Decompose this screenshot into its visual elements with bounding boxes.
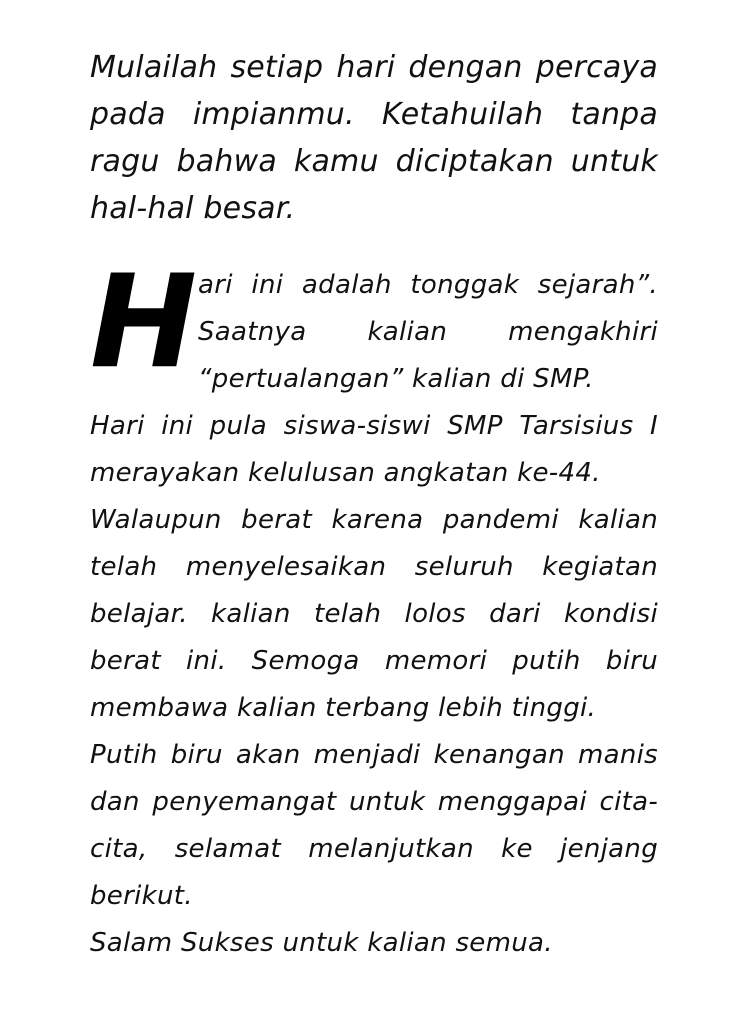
drop-cap-letter: H xyxy=(90,248,198,397)
page-content xyxy=(90,44,658,967)
letter-paragraph-graduation: Hari ini pula siswa-siswi SMP Tarsisius I merayakan kelulusan angkatan ke-44. xyxy=(90,411,658,488)
intro-text: ari ini adalah tonggak sejarah”. Saatnya kalian mengakhiri “pertualangan” kalian di SMP. xyxy=(198,270,658,394)
opening-quote: Mulailah setiap hari dengan percaya pada impianmu. Ketahuilah tanpa ragu bahwa kamu diciptakan untuk hal-hal besar. xyxy=(90,50,658,226)
letter-paragraph-pandemic: Walaupun berat karena pandemi kalian telah menyelesaikan seluruh kegiatan belajar. kalian telah lolos dari kondisi berat ini. Semoga memori putih biru membawa kalian terbang lebih tinggi. xyxy=(90,505,658,723)
letter-paragraph-memories: Putih biru akan menjadi kenangan manis dan penyemangat untuk menggapai cita-cita, selamat melanjutkan ke jenjang berikut. xyxy=(90,740,658,911)
letter-closing: Salam Sukses untuk kalian semua. xyxy=(90,928,553,958)
graduation-letter xyxy=(90,248,658,967)
